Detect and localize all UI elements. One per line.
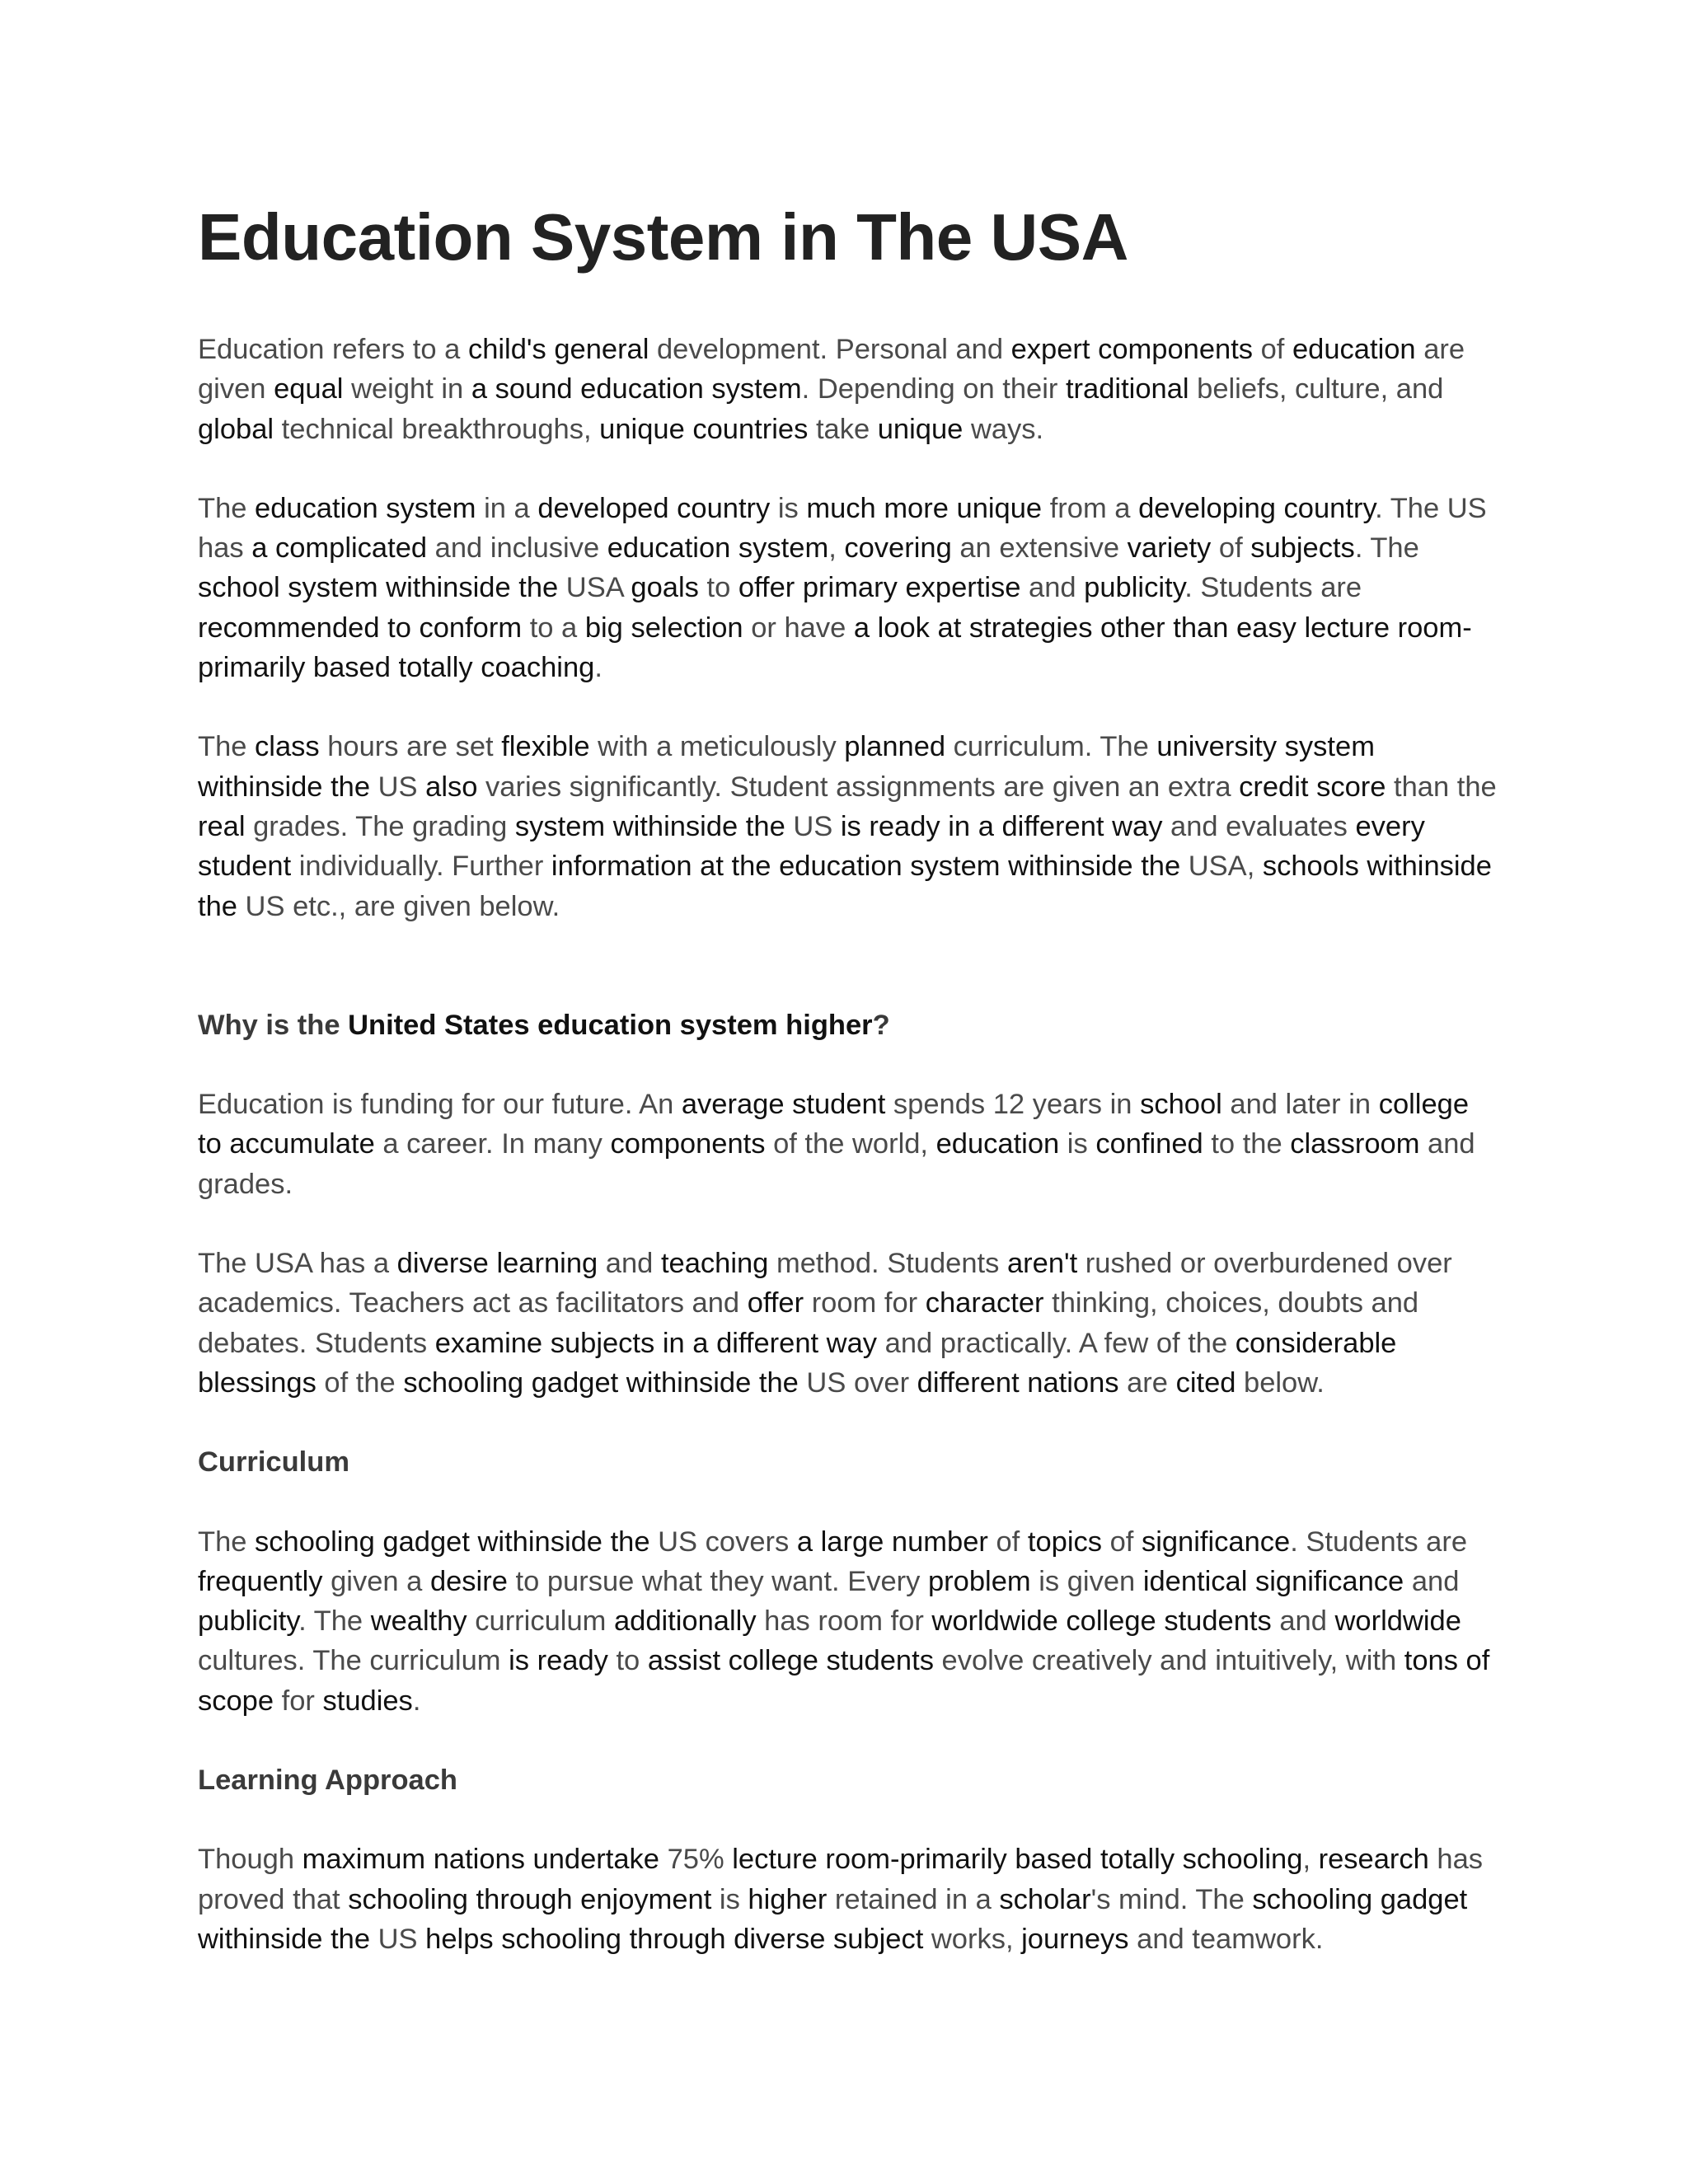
learning-approach-heading: Learning Approach	[198, 1765, 457, 1797]
text-run: an extensive	[951, 532, 1128, 565]
emphasized-text: classroom	[1290, 1128, 1420, 1160]
emphasized-text: big selection	[584, 612, 743, 644]
emphasized-text: examine subjects in a different way	[434, 1327, 878, 1359]
text-run: retained in a	[827, 1883, 1000, 1915]
emphasized-text: a complicated	[251, 532, 428, 565]
text-run: The	[198, 731, 256, 763]
text-run: cultures. The curriculum	[198, 1645, 509, 1677]
emphasized-text: helps schooling through diverse subject	[425, 1923, 924, 1955]
emphasized-text: every student	[198, 810, 1425, 883]
text-run: Why is the	[198, 1009, 349, 1041]
emphasized-text: studies	[322, 1685, 413, 1717]
text-run: The	[198, 492, 256, 524]
emphasized-text: a look at strategies other than easy lecture room-primarily based totally coaching	[198, 612, 1472, 684]
emphasized-text: education	[1292, 334, 1416, 365]
emphasized-text: unique	[877, 413, 964, 445]
text-run: The USA has a	[198, 1248, 397, 1280]
emphasized-text: confined	[1095, 1128, 1203, 1160]
page-title: Education System in The USA	[198, 200, 1128, 274]
emphasized-text: aren't	[1006, 1248, 1078, 1280]
emphasized-text: education system	[255, 492, 476, 524]
document-page	[198, 196, 1500, 1959]
text-run: . Depending on their	[801, 373, 1066, 405]
emphasized-text: additionally	[613, 1605, 757, 1638]
emphasized-text: higher	[748, 1883, 828, 1915]
text-run: ?	[872, 1009, 890, 1041]
emphasized-text: lecture room-primarily based totally schooling	[732, 1844, 1303, 1876]
emphasized-text: wealthy	[370, 1605, 467, 1638]
text-run: in a	[476, 492, 538, 524]
emphasized-text: credit score	[1239, 771, 1386, 803]
text-run: method. Students	[768, 1248, 1007, 1280]
text-run: has proved that	[198, 1844, 1484, 1915]
emphasized-text: offer	[747, 1287, 804, 1319]
emphasized-text: publicity	[1084, 572, 1185, 604]
emphasized-text: education system	[607, 532, 829, 565]
emphasized-text: desire	[429, 1565, 508, 1597]
text-run: and later in	[1221, 1089, 1379, 1121]
why-paragraph-2	[198, 1244, 1500, 1403]
text-run: thinking, choices, doubts and debates. Students	[198, 1287, 1419, 1359]
emphasized-text: maximum nations undertake	[302, 1844, 659, 1876]
text-run: are given	[198, 334, 1465, 405]
emphasized-text: unique countries	[599, 413, 809, 445]
text-run: and inclusive	[427, 532, 607, 565]
text-run: and	[1404, 1565, 1460, 1597]
text-run: are	[1118, 1366, 1176, 1399]
emphasized-text: scholar	[999, 1883, 1091, 1915]
text-run: and evaluates	[1162, 810, 1356, 842]
emphasized-text: university system withinside the	[198, 731, 1375, 803]
text-run: US	[785, 810, 841, 842]
emphasized-text: problem	[928, 1565, 1031, 1597]
text-run: US	[370, 1923, 426, 1955]
text-run: and	[598, 1248, 661, 1280]
emphasized-text: journeys	[1021, 1923, 1129, 1955]
emphasized-text: topics	[1027, 1526, 1102, 1558]
text-run: Though	[198, 1844, 302, 1876]
text-run: USA	[558, 572, 631, 604]
text-run: . The	[1354, 532, 1419, 565]
emphasized-text: cited	[1175, 1366, 1236, 1399]
emphasized-text: United States education system higher	[348, 1009, 873, 1041]
emphasized-text: considerable blessings	[198, 1327, 1397, 1399]
text-run: Education is funding for our future. An	[198, 1089, 682, 1121]
text-run: .	[594, 652, 603, 684]
text-run: ,	[1302, 1844, 1319, 1876]
text-run: technical breakthroughs,	[274, 413, 600, 445]
emphasized-text: publicity	[198, 1605, 299, 1638]
text-run: to a	[522, 612, 585, 644]
emphasized-text: traditional	[1065, 373, 1189, 405]
text-run: grades. The grading	[245, 810, 515, 842]
text-run: is	[711, 1883, 748, 1915]
section-heading-why	[198, 1005, 1500, 1045]
emphasized-text: worldwide	[1334, 1605, 1461, 1638]
emphasized-text: offer primary expertise	[738, 572, 1021, 604]
emphasized-text: tons of scope	[198, 1645, 1490, 1717]
curriculum-paragraph	[198, 1522, 1500, 1721]
emphasized-text: much more unique	[806, 492, 1043, 524]
text-run: of	[1253, 334, 1292, 365]
text-run: hours are set	[319, 731, 502, 763]
emphasized-text: class	[255, 731, 320, 763]
why-paragraph-1	[198, 1085, 1500, 1204]
text-run: to	[698, 572, 738, 604]
text-run: to	[607, 1645, 648, 1677]
text-run: from a	[1042, 492, 1139, 524]
text-run: to the	[1203, 1128, 1291, 1160]
emphasized-text: significance	[1141, 1526, 1291, 1558]
emphasized-text: is ready in a different way	[840, 810, 1163, 842]
emphasized-text: also	[425, 771, 478, 803]
text-run: curriculum. The	[945, 731, 1157, 763]
emphasized-text: worldwide college students	[931, 1605, 1272, 1638]
text-run: Education refers to a	[198, 334, 468, 365]
emphasized-text: teaching	[660, 1248, 769, 1280]
text-run: and grades.	[198, 1128, 1475, 1200]
emphasized-text: global	[198, 413, 274, 445]
emphasized-text: variety	[1127, 532, 1212, 565]
text-run: given a	[322, 1565, 430, 1597]
text-run: individually. Further	[291, 851, 551, 883]
text-run: than the	[1386, 771, 1497, 803]
text-run: of	[987, 1526, 1028, 1558]
text-run: . Students are	[1290, 1526, 1468, 1558]
emphasized-text: research	[1318, 1844, 1429, 1876]
emphasized-text: covering	[844, 532, 952, 565]
text-run: of	[1101, 1526, 1142, 1558]
text-run: ,	[828, 532, 845, 565]
text-run: of the world,	[765, 1128, 936, 1160]
text-run: spends 12 years in	[885, 1089, 1141, 1121]
text-run: USA,	[1180, 851, 1263, 883]
text-run: room for	[804, 1287, 926, 1319]
text-run: evolve creatively and intuitively, with	[933, 1645, 1404, 1677]
text-run: and practically. A few of the	[877, 1327, 1236, 1359]
text-run: .	[412, 1685, 421, 1717]
text-run: 75%	[659, 1844, 733, 1876]
emphasized-text: developing country	[1138, 492, 1376, 524]
emphasized-text: goals	[631, 572, 699, 604]
text-run: a career. In many	[374, 1128, 611, 1160]
text-run: rushed or overburdened over academics. Teachers act as facilitators and	[198, 1248, 1452, 1319]
emphasized-text: average student	[681, 1089, 886, 1121]
emphasized-text: flexible	[501, 731, 590, 763]
text-run: ways.	[963, 413, 1044, 445]
emphasized-text: identical significance	[1142, 1565, 1404, 1597]
emphasized-text: schooling gadget withinside the	[403, 1366, 799, 1399]
text-run: is	[770, 492, 807, 524]
text-run: varies significantly. Student assignments are given an extra	[477, 771, 1240, 803]
emphasized-text: developed country	[537, 492, 771, 524]
text-run: . The	[298, 1605, 371, 1638]
emphasized-text: recommended to conform	[198, 612, 523, 644]
text-run: US over	[798, 1366, 917, 1399]
emphasized-text: expert components	[1010, 334, 1254, 365]
emphasized-text: school system withinside the	[198, 572, 559, 604]
text-run: 's mind. The	[1090, 1883, 1253, 1915]
text-run: development. Personal and	[649, 334, 1011, 365]
emphasized-text: school	[1140, 1089, 1222, 1121]
text-run: US etc., are given below.	[237, 890, 560, 922]
emphasized-text: education	[935, 1128, 1060, 1160]
emphasized-text: diverse learning	[396, 1248, 598, 1280]
emphasized-text: is ready	[509, 1645, 608, 1677]
emphasized-text: schools withinside the	[198, 851, 1492, 922]
emphasized-text: system withinside the	[514, 810, 785, 842]
text-run: with a meticulously	[589, 731, 845, 763]
emphasized-text: child's general	[467, 334, 649, 365]
emphasized-text: components	[610, 1128, 766, 1160]
emphasized-text: schooling through enjoyment	[348, 1883, 712, 1915]
emphasized-text: information at the education system withinside the	[551, 851, 1181, 883]
emphasized-text: different nations	[917, 1366, 1119, 1399]
emphasized-text: assist college students	[647, 1645, 934, 1677]
intro-paragraph-2	[198, 489, 1500, 687]
text-run: US	[370, 771, 426, 803]
emphasized-text: subjects	[1250, 532, 1355, 565]
emphasized-text: schooling gadget withinside the	[255, 1526, 650, 1558]
curriculum-heading: Curriculum	[198, 1446, 350, 1479]
emphasized-text: real	[198, 810, 246, 842]
text-run: and	[1020, 572, 1085, 604]
text-run: and	[1271, 1605, 1335, 1638]
emphasized-text: college to accumulate	[198, 1089, 1470, 1160]
text-run: The	[198, 1526, 256, 1558]
text-run: to pursue what they want. Every	[507, 1565, 928, 1597]
text-run: . Students are	[1184, 572, 1362, 604]
text-run: below.	[1236, 1366, 1325, 1399]
text-run: has room for	[756, 1605, 932, 1638]
learning-approach-paragraph	[198, 1840, 1500, 1959]
emphasized-text: a large number	[796, 1526, 988, 1558]
text-run: take	[808, 413, 878, 445]
text-run: works,	[923, 1923, 1022, 1955]
emphasized-text: frequently	[198, 1565, 323, 1597]
intro-paragraph-3	[198, 727, 1500, 926]
text-run: or have	[743, 612, 854, 644]
text-run: curriculum	[467, 1605, 614, 1638]
emphasized-text: planned	[844, 731, 946, 763]
text-run: US covers	[649, 1526, 797, 1558]
emphasized-text: a sound education system	[471, 373, 802, 405]
text-run: of the	[316, 1366, 404, 1399]
intro-paragraph-1	[198, 330, 1500, 449]
text-run: . The US has	[198, 492, 1487, 565]
text-run: beliefs, culture, and	[1189, 373, 1444, 405]
text-run: of	[1211, 532, 1251, 565]
emphasized-text: equal	[274, 373, 344, 405]
text-run: is given	[1030, 1565, 1143, 1597]
emphasized-text: character	[925, 1287, 1044, 1319]
emphasized-text: schooling gadget withinside the	[198, 1883, 1468, 1955]
text-run: weight in	[343, 373, 471, 405]
text-run: is	[1059, 1128, 1096, 1160]
text-run: and teamwork.	[1128, 1923, 1324, 1955]
text-run: for	[274, 1685, 323, 1717]
